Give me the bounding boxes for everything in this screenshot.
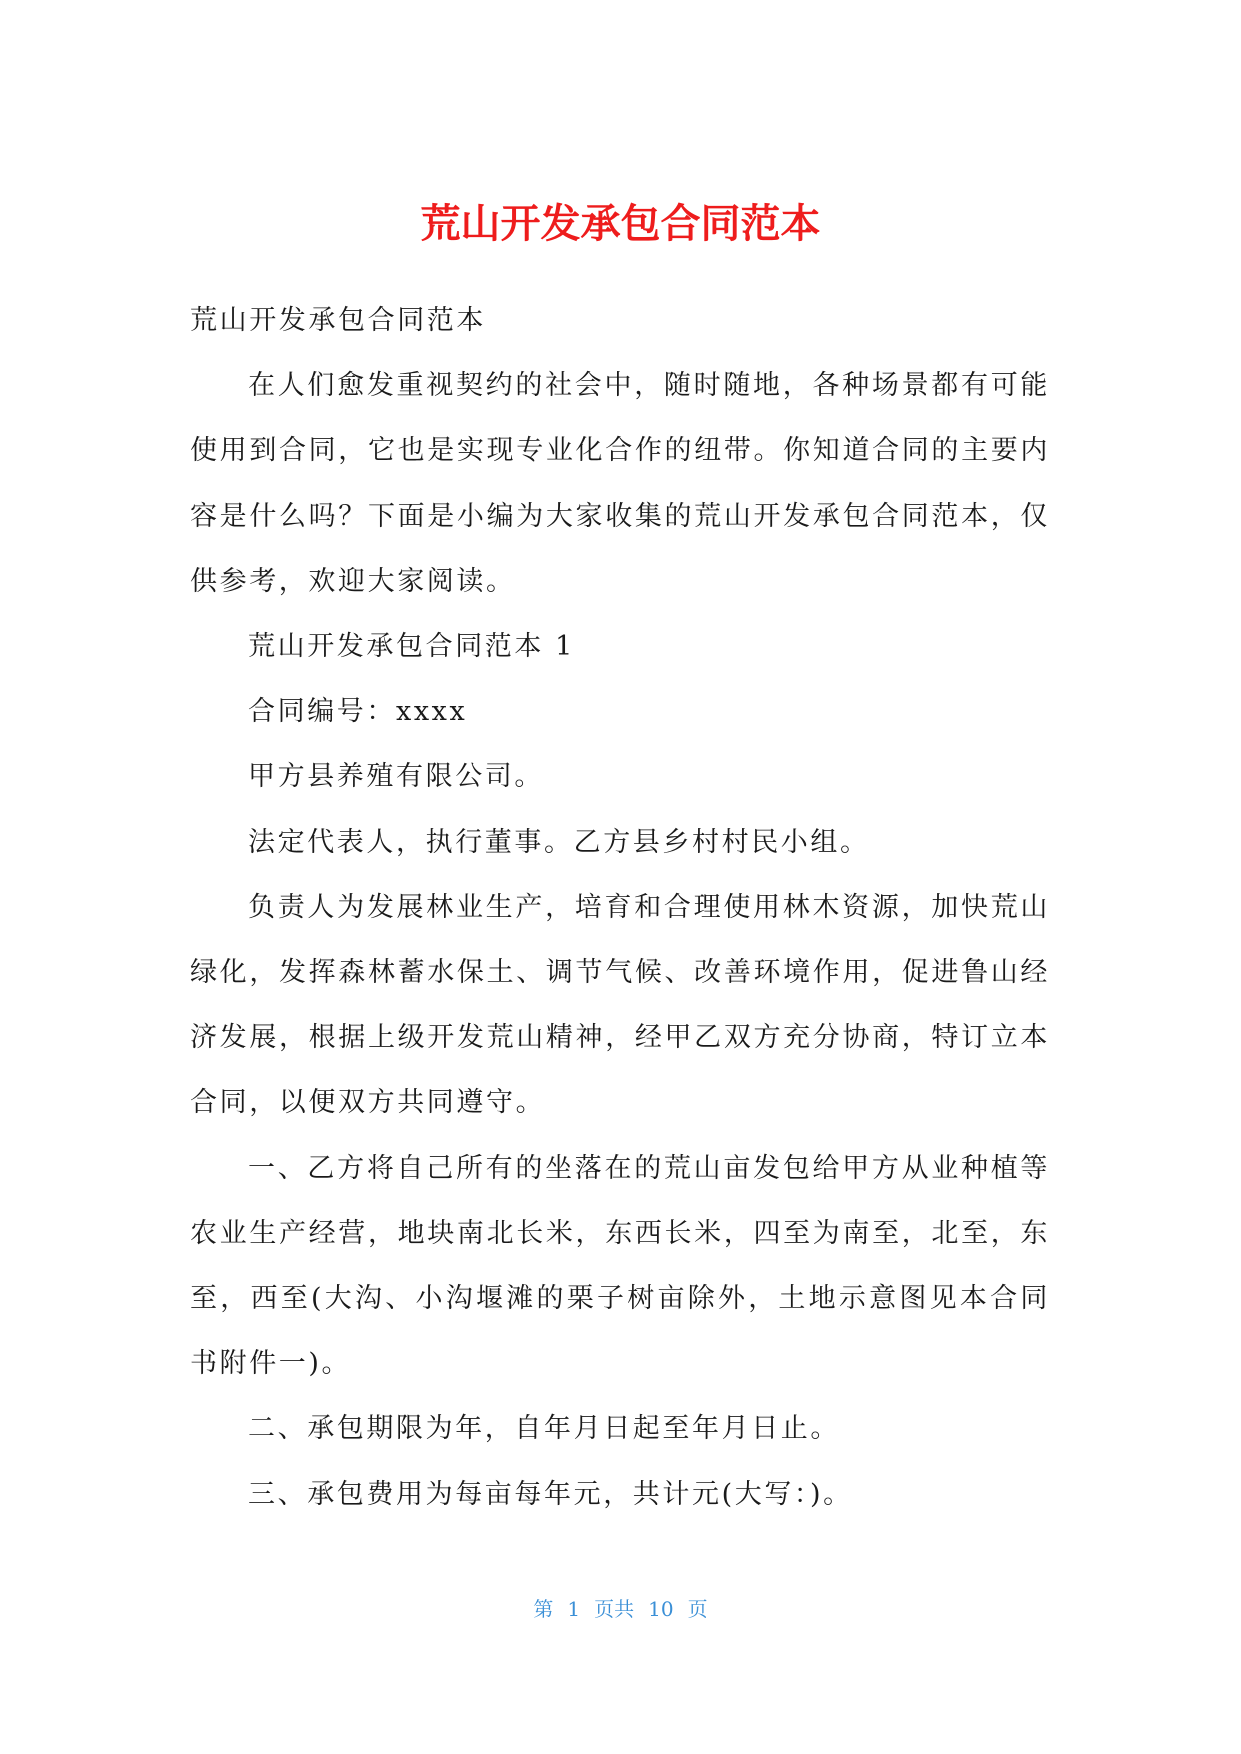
footer-total-pages: 10 bbox=[648, 1597, 674, 1621]
paragraph-clause-3: 三、承包费用为每亩每年元，共计元(大写：)。 bbox=[248, 1478, 853, 1510]
document-title: 荒山开发承包合同范本 bbox=[420, 201, 821, 247]
document-body bbox=[190, 288, 1050, 1527]
footer-page-suffix: 页 bbox=[687, 1597, 708, 1621]
paragraph-contract-number: 合同编号：xxxx bbox=[248, 696, 468, 728]
footer-page-middle: 页共 bbox=[594, 1597, 635, 1621]
paragraph-clause-2: 二、承包期限为年，自年月日起至年月日止。 bbox=[248, 1413, 840, 1445]
footer-page-number: 1 bbox=[567, 1597, 581, 1621]
page-footer bbox=[0, 1594, 1241, 1624]
paragraph-party-a: 甲方县养殖有限公司。 bbox=[248, 761, 544, 793]
footer-page-prefix: 第 bbox=[533, 1597, 554, 1621]
paragraph-section-heading: 荒山开发承包合同范本 1 bbox=[248, 631, 575, 663]
paragraph-subtitle: 荒山开发承包合同范本 bbox=[190, 305, 486, 336]
paragraph-purpose: 负责人为发展林业生产，培育和合理使用林木资源，加快荒山绿化，发挥森林蓄水保土、调节气候、改善环境作用，促进鲁山经济发展，根据上级开发荒山精神，经甲乙双方充分协商，特订立本合同，以便双方共同遵守。 bbox=[190, 891, 1050, 1119]
paragraph-intro: 在人们愈发重视契约的社会中，随时随地，各种场景都有可能使用到合同，它也是实现专业化合作的纽带。你知道合同的主要内容是什么吗？下面是小编为大家收集的荒山开发承包合同范本，仅供参考，欢迎大家阅读。 bbox=[190, 370, 1050, 597]
paragraph-clause-1: 一、乙方将自己所有的坐落在的荒山亩发包给甲方从业种植等农业生产经营，地块南北长米，东西长米，四至为南至，北至，东至，西至(大沟、小沟堰滩的栗子树亩除外，土地示意图见本合同书附件一)。 bbox=[190, 1152, 1050, 1380]
paragraph-legal-rep: 法定代表人，执行董事。乙方县乡村村民小组。 bbox=[248, 826, 870, 858]
